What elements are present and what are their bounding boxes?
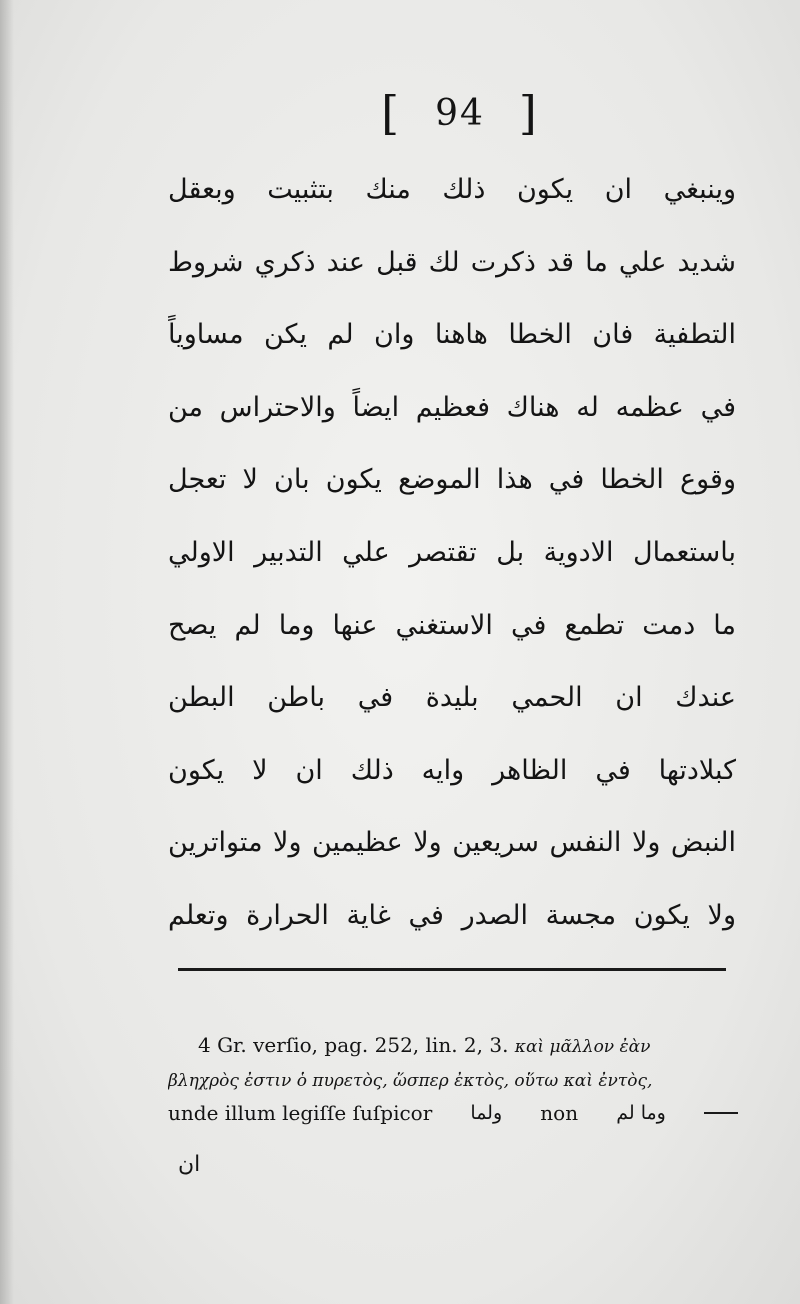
body-line: وقوع الخطا في هذا الموضع يكون بان لا تعجل: [168, 464, 736, 496]
page-gutter-shadow: [0, 0, 14, 1304]
close-bracket: ]: [518, 86, 539, 140]
body-line: وينبغي ان يكون ذلك منك بتثبيت وبعقل: [168, 174, 736, 205]
page-number: 94: [435, 92, 485, 134]
footnote: [168, 1028, 738, 1182]
open-bracket: [: [381, 86, 402, 140]
body-line: في عظمه له هناك فعظيم ايضاً والاحتراس من: [168, 391, 736, 423]
body-line: ما دمت تطمع في الاستغني عنها وما لم يصح: [168, 609, 736, 641]
footnote-dash: [704, 1112, 738, 1114]
body-line: التطفية فان الخطا هاهنا وان لم يكن مساوياً: [168, 319, 736, 351]
footnote-non: non: [540, 1101, 579, 1125]
footnote-reference: 4 Gr. verſio, pag. 252, lin. 2, 3.: [198, 1033, 509, 1057]
footnote-arabic-a: ولما: [470, 1102, 503, 1124]
footnote-greek-1: καὶ μᾶλλον ἐὰν: [514, 1037, 651, 1057]
footnote-latin-text: unde illum legiſſe ſuſpicor: [168, 1101, 433, 1125]
body-line: عندك ان الحمي بليدة في باطن البطن: [168, 682, 736, 714]
page-header: [370, 88, 550, 138]
arabic-body-text: [168, 160, 736, 959]
body-line: باستعمال الادوية بل تقتصر علي التدبير الاولي: [168, 536, 736, 568]
body-line: النبض ولا النفس سريعين ولا عظيمين ولا متواترين: [168, 827, 736, 859]
footnote-divider: [178, 968, 726, 971]
body-line: شديد علي ما قد ذكرت لك قبل عند ذكري شروط: [168, 246, 736, 278]
footnote-line-4: [168, 1148, 738, 1182]
body-line: كبلادتها في الظاهر وايه ذلك ان لا يكون: [168, 754, 736, 786]
body-line: ولا يكون مجسة الصدر في غاية الحرارة وتعلم: [168, 899, 736, 931]
footnote-line-1: [168, 1028, 738, 1062]
footnote-greek-2: βληχρὸς ἐστιν ὁ πυρετὸς, ὥσπερ ἐκτὸς, οὕτω καὶ ἐντὸς,: [168, 1071, 653, 1091]
footnote-line-2: [168, 1062, 738, 1096]
catchword: ان: [178, 1152, 201, 1177]
footnote-line-3: [168, 1096, 738, 1130]
footnote-arabic-b: وما لم: [616, 1102, 666, 1124]
